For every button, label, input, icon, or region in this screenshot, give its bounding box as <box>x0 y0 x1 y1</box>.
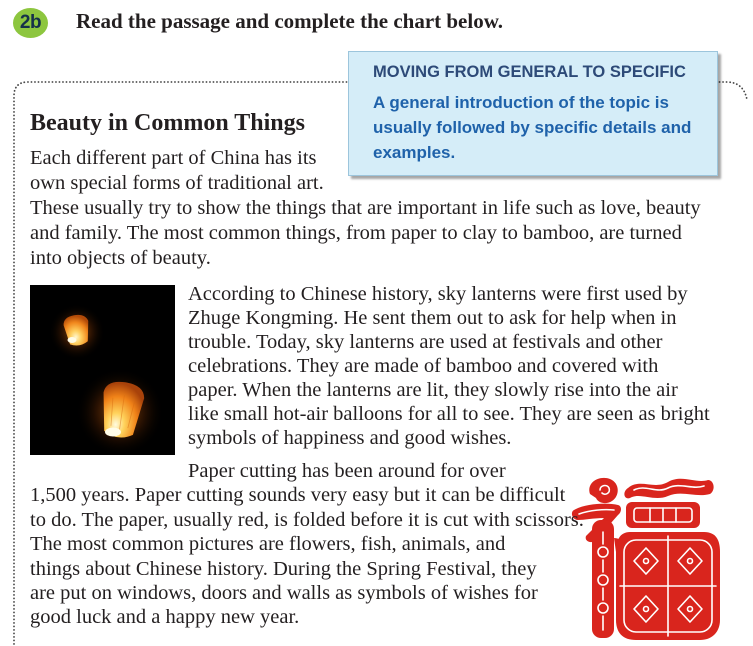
paragraph-line: things about Chinese history. During the Spring Festival, they <box>30 557 537 580</box>
paragraph-line: According to Chinese history, sky lanterns were first used by <box>188 283 688 305</box>
paragraph-line: and family. The most common things, from paper to clay to bamboo, are turned <box>30 222 682 244</box>
paragraph-line: symbols of happiness and good wishes. <box>188 427 512 449</box>
paragraph-line: are put on windows, doors and walls as symbols of wishes for <box>30 582 538 605</box>
paragraph-1 <box>30 146 701 271</box>
tip-callout-line: examples. <box>373 143 456 162</box>
paragraph-line: 1,500 years. Paper cutting sounds very easy but it can be difficult <box>30 484 566 507</box>
paragraph-line: into objects of beauty. <box>30 247 211 269</box>
lantern-large <box>76 368 164 455</box>
paragraph-line: Zhuge Kongming. He sent them out to ask for help when in <box>188 307 677 329</box>
paragraph-line: good luck and a happy new year. <box>30 606 300 629</box>
paragraph-line: Paper cutting has been around for over <box>188 460 506 482</box>
tip-callout-line: usually followed by specific details and <box>373 118 692 137</box>
sky-lanterns-photo <box>30 285 175 455</box>
paragraph-line: celebrations. They are made of bamboo and covered with <box>188 355 659 377</box>
paper-cut-right-component <box>616 479 720 640</box>
paragraph-line: The most common pictures are flowers, fish, animals, and <box>30 533 506 556</box>
paragraph-line: Each different part of China has its <box>30 147 317 169</box>
paragraph-line: to do. The paper, usually red, is folded before it is cut with scissors. <box>30 508 584 531</box>
instruction-heading: Read the passage and complete the chart below. <box>76 9 503 33</box>
exercise-badge: 2b <box>13 8 48 38</box>
passage-title: Beauty in Common Things <box>30 110 305 136</box>
paragraph-2 <box>188 282 710 450</box>
paragraph-line: own special forms of traditional art. <box>30 172 324 194</box>
paragraph-3 <box>30 459 584 630</box>
paragraph-line: paper. When the lanterns are lit, they slowly rise into the air <box>188 379 678 401</box>
lantern-small <box>49 304 105 360</box>
paper-cutting-photo <box>570 474 722 642</box>
paragraph-line: trouble. Today, sky lanterns are used at festivals and other <box>188 331 663 353</box>
paragraph-line: like small hot-air balloons for all to see. They are seen as bright <box>188 403 710 425</box>
tip-callout-line: A general introduction of the topic is <box>373 93 669 112</box>
paragraph-line: These usually try to show the things that are important in life such as love, beauty <box>30 197 701 219</box>
tip-callout-title: MOVING FROM GENERAL TO SPECIFIC <box>373 63 686 81</box>
